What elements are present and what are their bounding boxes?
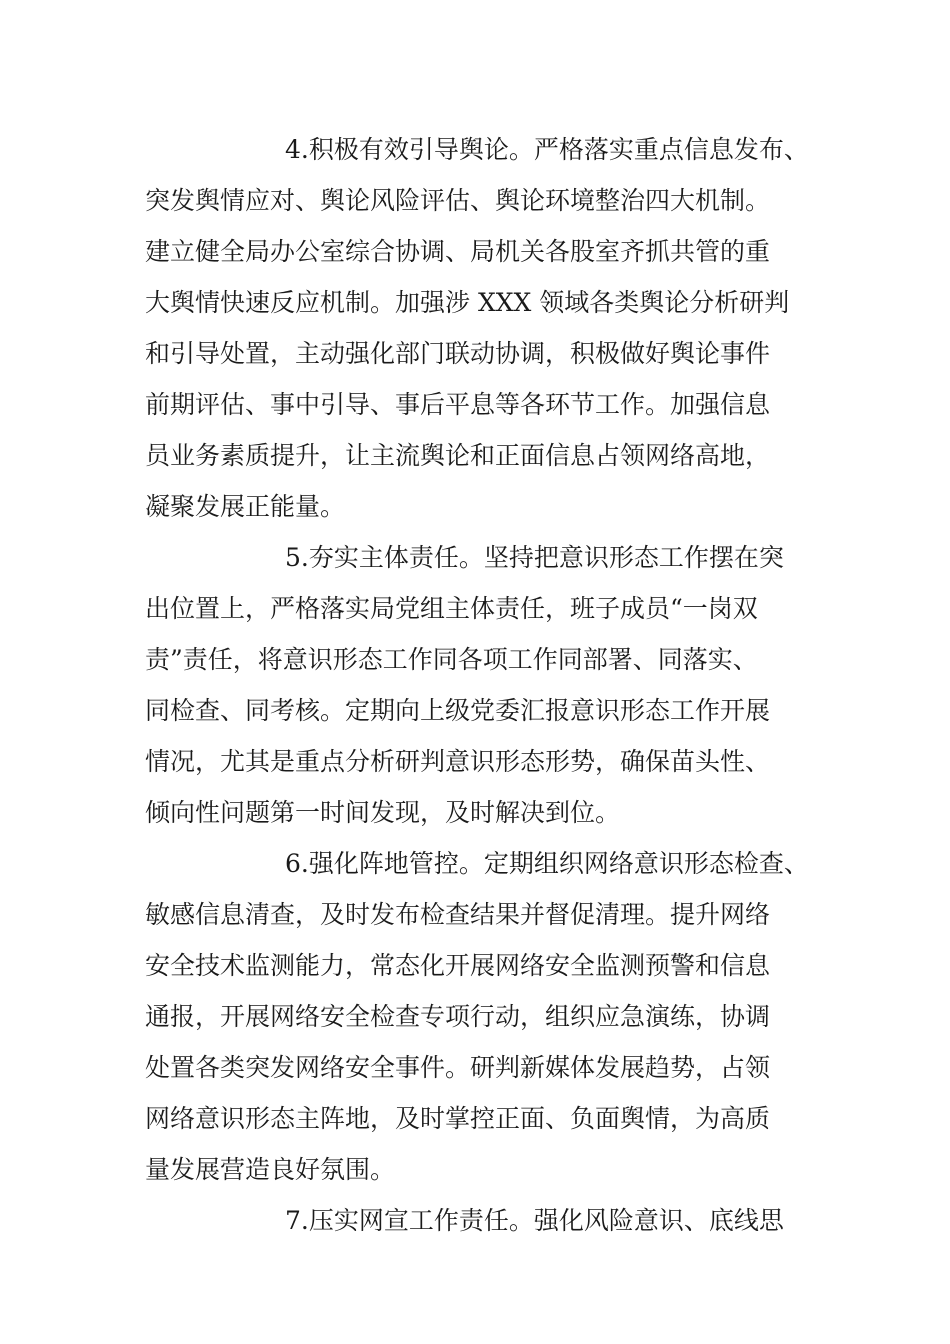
paragraph-6-line-7: 量发展营造良好氛围。 [145,1155,396,1184]
paragraph-4-line-4: 大舆情快速反应机制。加强涉 XXX 领域各类舆论分析研判 [145,288,790,317]
paragraph-6-line-2: 敏感信息清查，及时发布检查结果并督促清理。提升网络 [145,900,771,929]
paragraph-5-line-3: 责”责任，将意识形态工作同各项工作同部署、同落实、 [145,645,758,674]
paragraph-5-line-5: 情况，尤其是重点分析研判意识形态形势，确保苗头性、 [145,747,771,776]
paragraph-5-line-2: 出位置上，严格落实局党组主体责任，班子成员“一岗双 [145,594,758,623]
paragraph-4-line-1: 4.积极有效引导舆论。严格落实重点信息发布、 [285,135,809,164]
paragraph-4-line-2: 突发舆情应对、舆论风险评估、舆论环境整治四大机制。 [145,186,771,215]
paragraph-6-line-6: 网络意识形态主阵地，及时掌控正面、负面舆情，为高质 [145,1104,771,1133]
paragraph-6-line-5: 处置各类突发网络安全事件。研判新媒体发展趋势，占领 [145,1053,771,1082]
paragraph-4-line-3: 建立健全局办公室综合协调、局机关各股室齐抓共管的重 [145,237,771,266]
paragraph-5-line-4: 同检查、同考核。定期向上级党委汇报意识形态工作开展 [145,696,771,725]
paragraph-4-line-7: 员业务素质提升，让主流舆论和正面信息占领网络高地， [145,441,771,470]
paragraph-6-line-1: 6.强化阵地管控。定期组织网络意识形态检查、 [285,849,809,878]
paragraph-4-line-8: 凝聚发展正能量。 [145,492,346,521]
paragraph-4-line-6: 前期评估、事中引导、事后平息等各环节工作。加强信息 [145,390,771,419]
paragraph-7-line-1: 7.压实网宣工作责任。强化风险意识、底线思 [285,1206,784,1235]
paragraph-5-line-1: 5.夯实主体责任。坚持把意识形态工作摆在突 [285,543,784,572]
paragraph-4-line-5: 和引导处置，主动强化部门联动协调，积极做好舆论事件 [145,339,771,368]
paragraph-6-line-3: 安全技术监测能力，常态化开展网络安全监测预警和信息 [145,951,771,980]
paragraph-6-line-4: 通报，开展网络安全检查专项行动，组织应急演练，协调 [145,1002,771,1031]
paragraph-5-line-6: 倾向性问题第一时间发现，及时解决到位。 [145,798,621,827]
